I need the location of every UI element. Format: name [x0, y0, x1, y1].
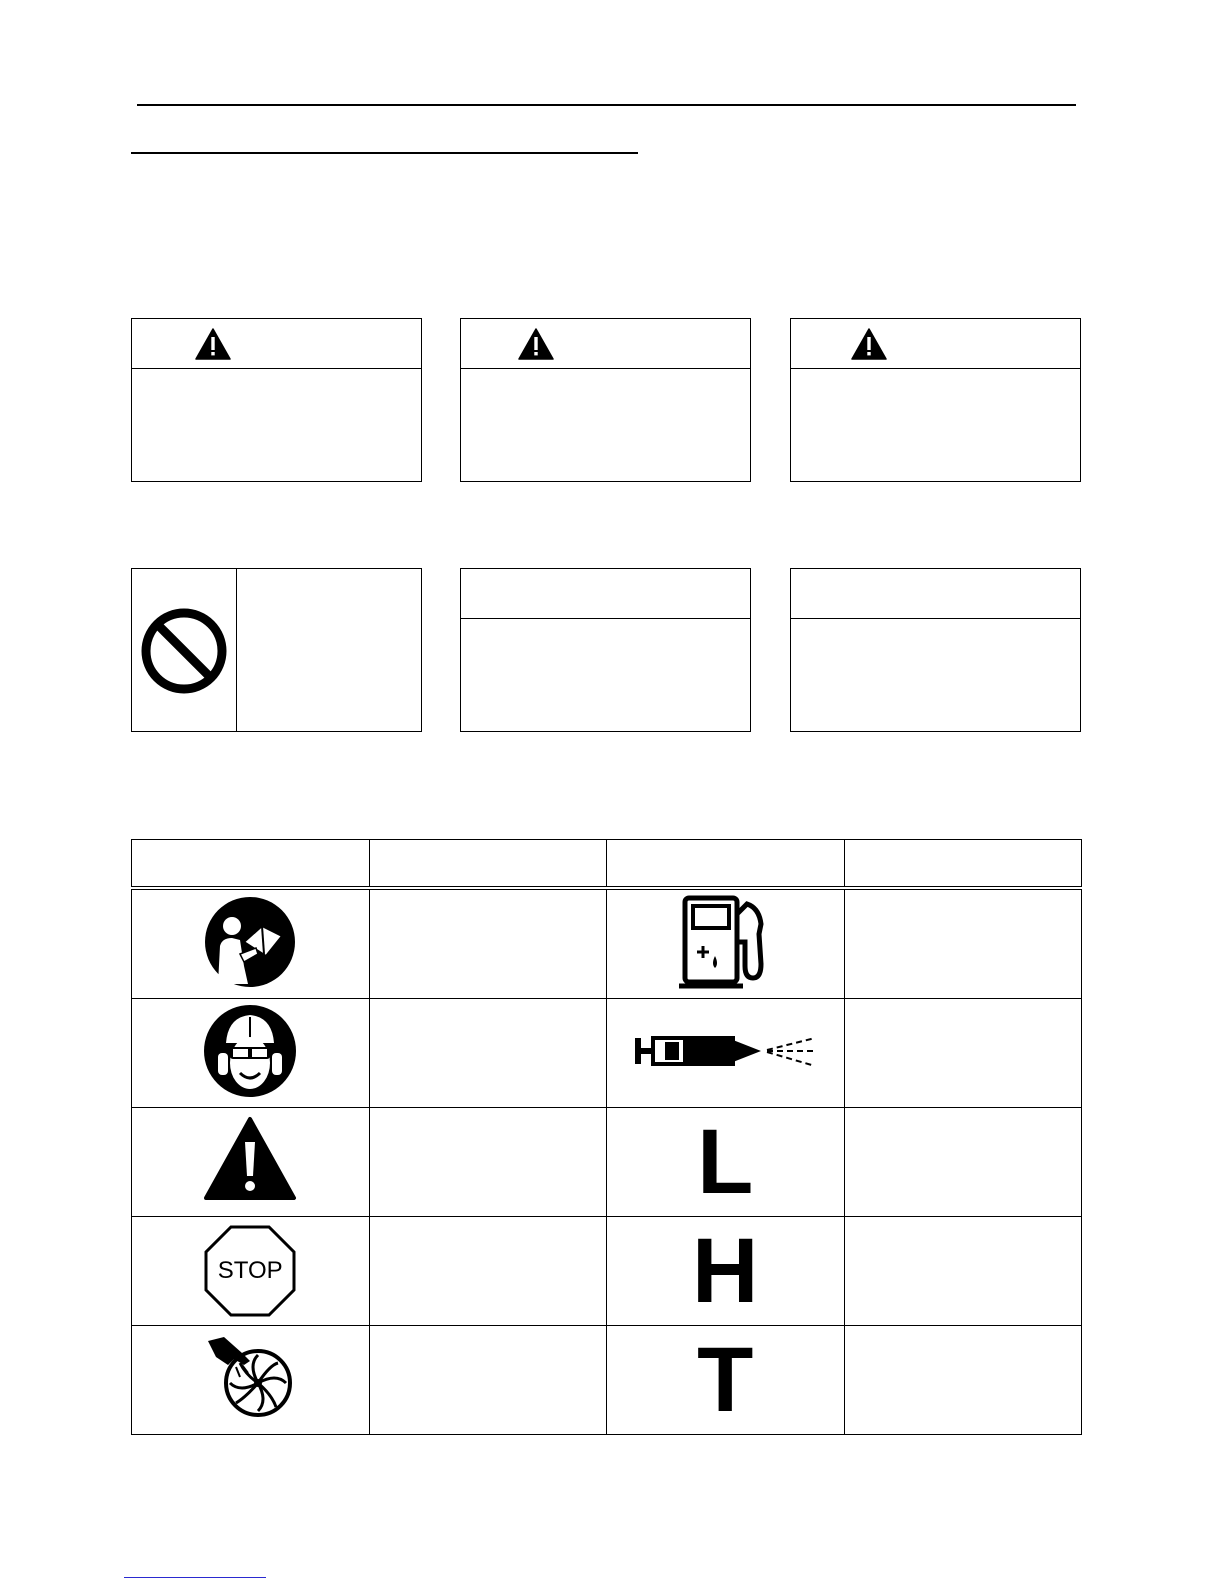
table-row — [132, 1325, 1082, 1434]
prohibition-icon — [140, 607, 228, 695]
prohibition-box-text — [244, 577, 413, 723]
stop-sign-text: STOP — [217, 1256, 283, 1284]
signal-box-body — [791, 369, 1080, 481]
notice-box-header — [461, 569, 750, 619]
signal-box-2 — [460, 318, 751, 482]
symbol-table-header-4 — [844, 840, 1082, 889]
symbol-cell — [132, 1216, 370, 1325]
symbol-description — [844, 999, 1082, 1108]
notice-box-body — [461, 619, 750, 731]
fuel-pump-icon — [677, 894, 773, 990]
symbol-cell — [607, 1216, 845, 1325]
symbol-description — [844, 1325, 1082, 1434]
notice-box-2 — [460, 568, 751, 732]
signal-box-body — [461, 369, 750, 481]
symbol-table — [131, 839, 1082, 1435]
symbol-description — [369, 1216, 607, 1325]
signal-box-header — [132, 319, 421, 369]
stop-sign-icon — [204, 1225, 296, 1317]
symbol-cell — [607, 888, 845, 999]
notice-box-3 — [790, 568, 1081, 732]
symbol-table-header-1 — [132, 840, 370, 889]
warning-triangle-icon — [195, 328, 231, 360]
prohibition-box — [131, 568, 422, 732]
symbol-table-header-3 — [607, 840, 845, 889]
notice-box-body — [791, 619, 1080, 731]
symbol-table-header-2 — [369, 840, 607, 889]
header-text — [137, 80, 1076, 100]
symbol-description — [369, 999, 607, 1108]
symbol-cell — [132, 999, 370, 1108]
section-title-underline — [131, 152, 638, 154]
symbol-description — [844, 888, 1082, 999]
symbol-cell — [132, 888, 370, 999]
signal-box-3 — [790, 318, 1081, 482]
symbol-table-header-row — [132, 840, 1082, 889]
warning-triangle-icon — [851, 328, 887, 360]
symbol-cell — [132, 1108, 370, 1217]
caution-triangle-icon — [203, 1116, 297, 1202]
symbol-description — [369, 888, 607, 999]
letter-t-icon: T — [697, 1328, 754, 1431]
footer-link-underline[interactable] — [124, 1577, 266, 1578]
header-rule — [137, 104, 1076, 106]
symbol-cell — [607, 1325, 845, 1434]
table-row — [132, 1216, 1082, 1325]
prohibition-icon-cell — [132, 569, 237, 731]
symbol-description — [844, 1108, 1082, 1217]
table-row — [132, 888, 1082, 999]
protective-gear-icon — [202, 1003, 298, 1099]
symbol-description — [369, 1325, 607, 1434]
symbol-cell — [607, 999, 845, 1108]
notice-box-header — [791, 569, 1080, 619]
read-manual-icon — [204, 896, 296, 988]
symbol-cell — [132, 1325, 370, 1434]
warning-triangle-icon — [518, 328, 554, 360]
injection-hazard-icon — [633, 1028, 817, 1074]
section-title — [131, 126, 638, 148]
signal-box-header — [461, 319, 750, 369]
intro-text — [131, 200, 1082, 280]
table-row — [132, 1108, 1082, 1217]
signal-box-1 — [131, 318, 422, 482]
table-row — [132, 999, 1082, 1108]
signal-box-header — [791, 319, 1080, 369]
letter-h-icon: H — [692, 1219, 759, 1322]
hand-fan-hazard-icon — [202, 1335, 298, 1419]
signal-box-body — [132, 369, 421, 481]
symbol-cell — [607, 1108, 845, 1217]
symbol-description — [369, 1108, 607, 1217]
symbol-description — [844, 1216, 1082, 1325]
letter-l-icon: L — [697, 1110, 754, 1213]
